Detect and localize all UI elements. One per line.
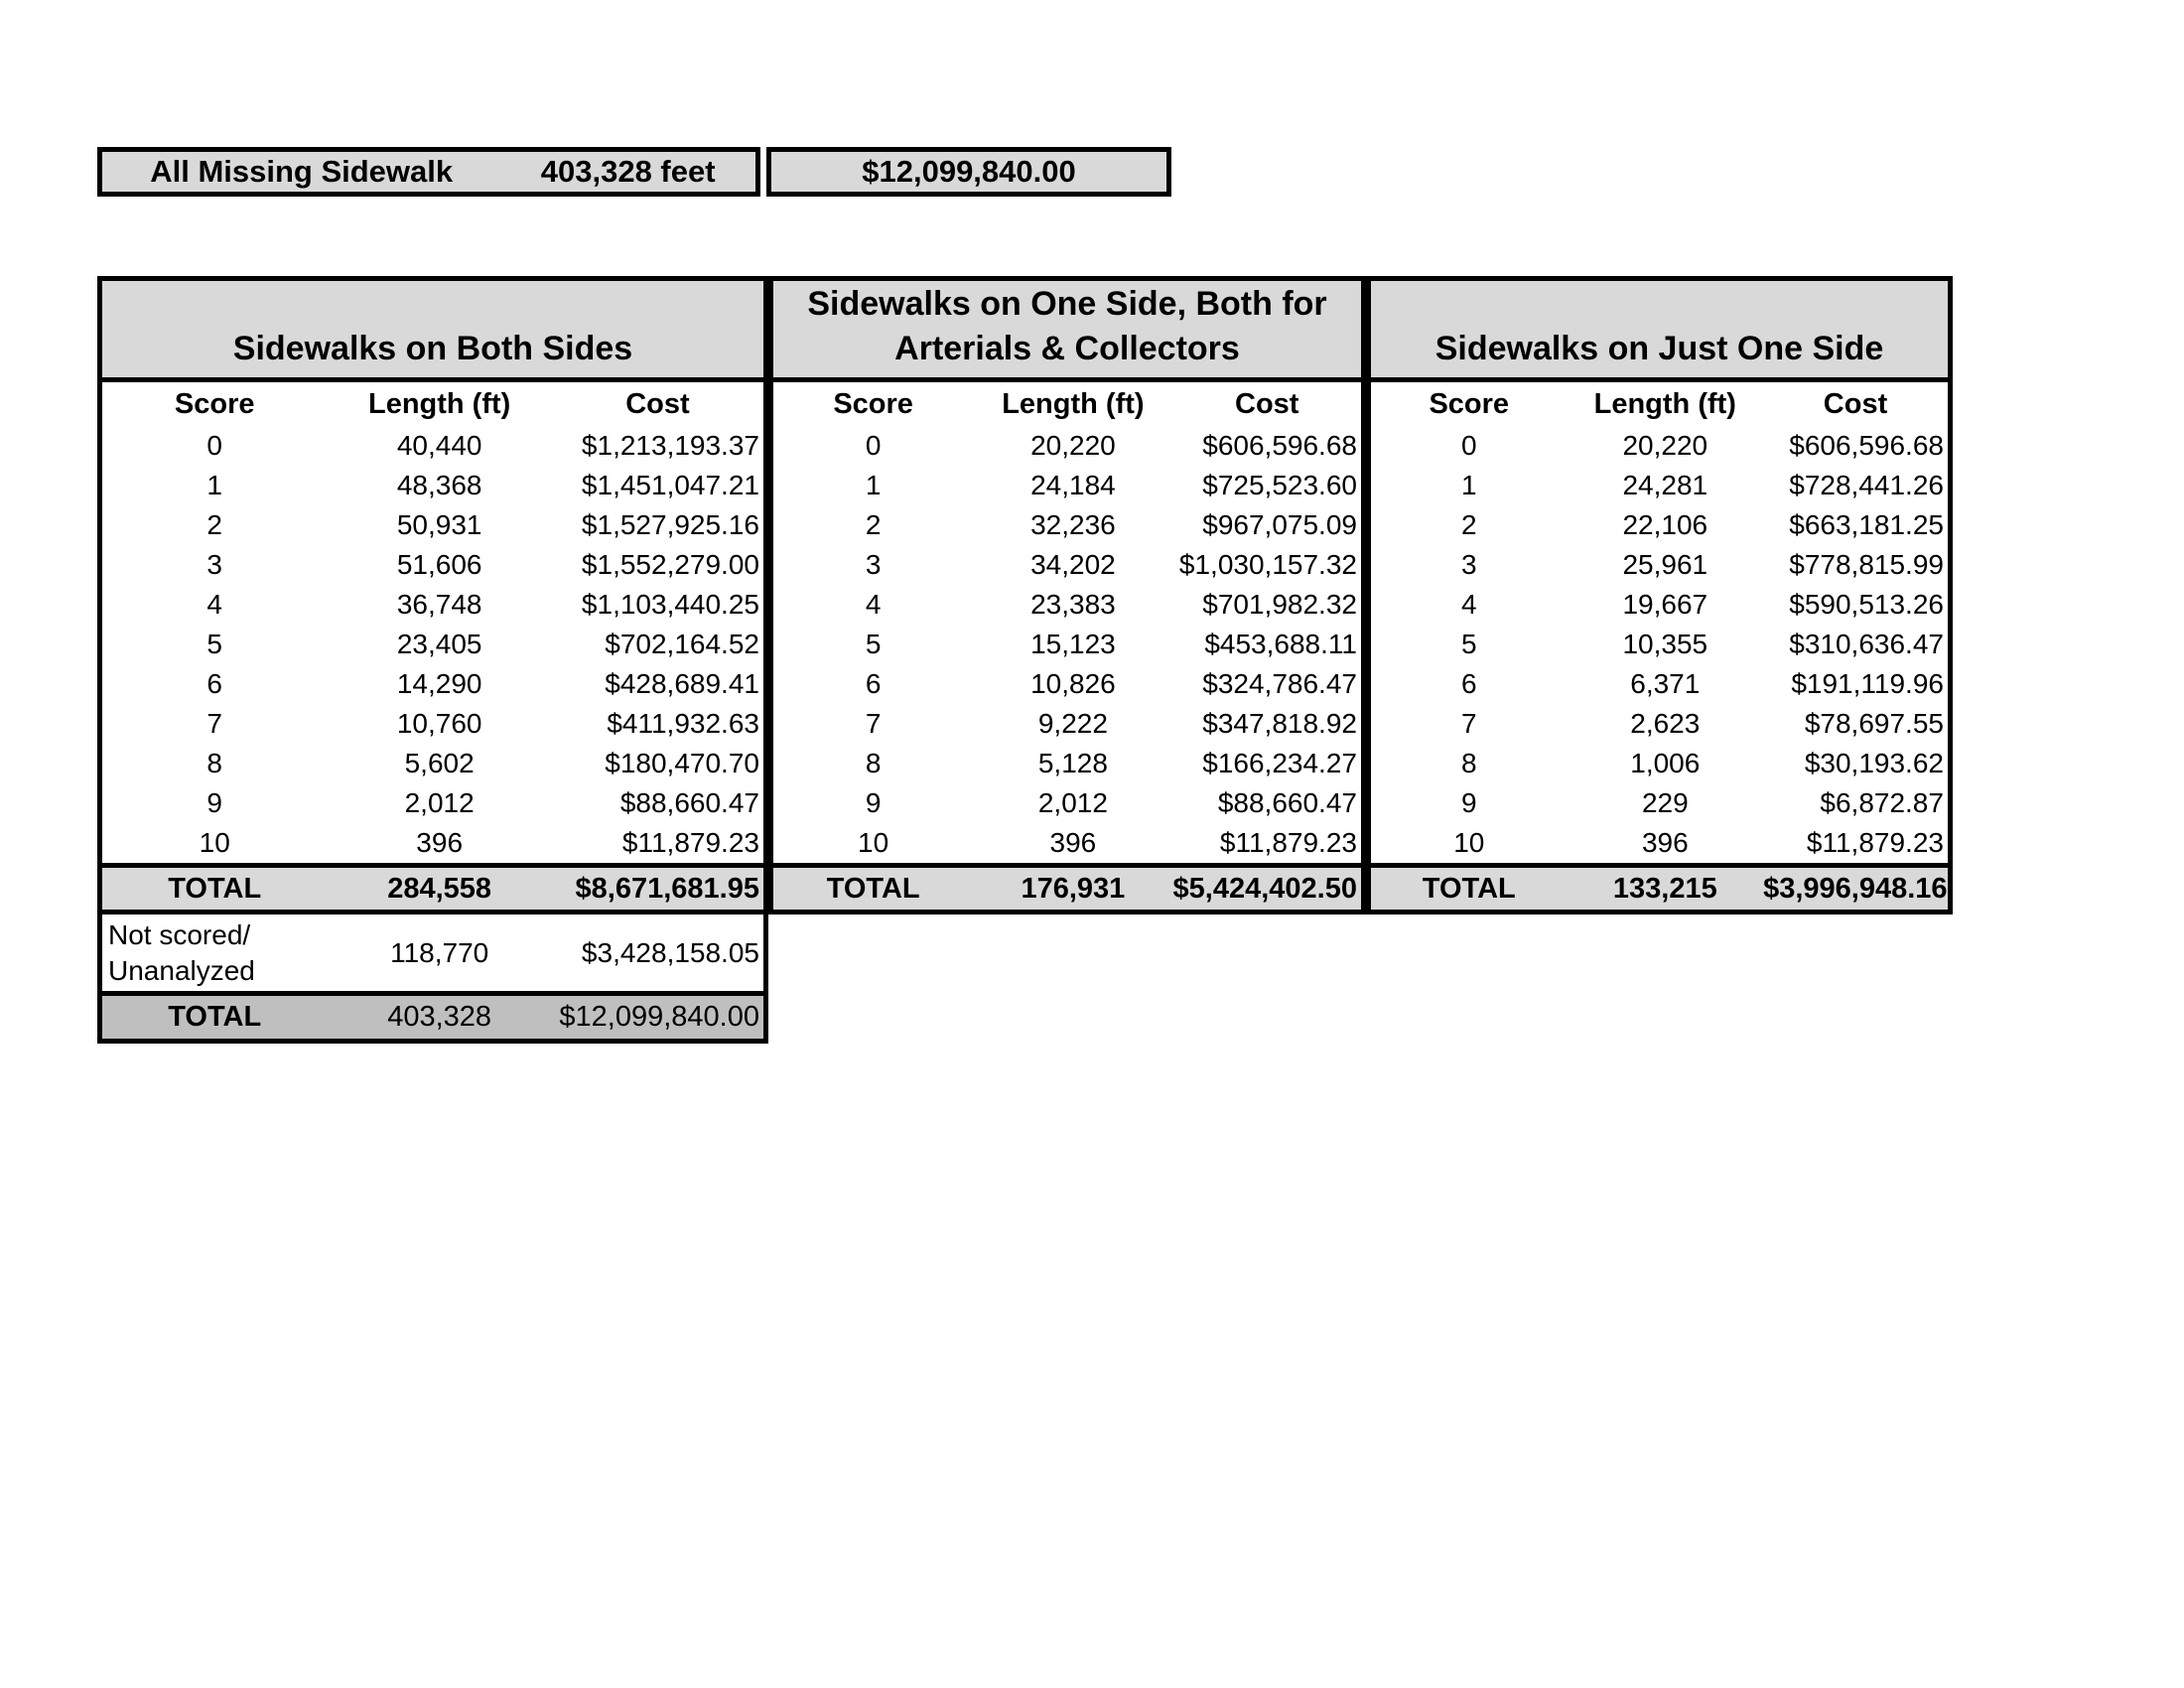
column-header-length: Length (ft) [1593,387,1736,420]
not-scored-cost: $3,428,158.05 [581,936,759,968]
cell-length: 51,606 [396,549,482,580]
table-title [102,281,763,382]
cell-length: 396 [1049,827,1097,858]
table-both-sides [97,276,768,1044]
cell-length: 5,602 [404,748,475,778]
cell-length: 229 [1641,787,1689,818]
cell-cost: $191,119.96 [1791,668,1944,699]
cell-length: 36,748 [396,589,482,620]
cell-score: 0 [865,430,882,461]
score-row [102,466,763,505]
cell-score: 4 [865,589,882,620]
cell-score: 6 [865,668,882,699]
score-rows [773,426,1361,863]
score-row [102,625,763,664]
cell-cost: $11,879.23 [1806,827,1944,858]
total-label: TOTAL [826,872,920,905]
cell-score: 10 [199,827,230,858]
cell-length: 2,012 [1037,787,1108,818]
score-row [102,505,763,545]
cell-score: 6 [206,668,222,699]
cell-length: 19,667 [1622,589,1708,620]
total-cost: $8,671,681.95 [575,872,759,905]
cell-score: 8 [206,748,222,778]
cell-length: 40,440 [396,430,482,461]
score-row [1371,505,1948,545]
cell-score: 0 [1460,430,1477,461]
cell-length: 20,220 [1030,430,1116,461]
score-row [1371,704,1948,744]
cell-cost: $411,932.63 [607,708,759,739]
cell-length: 10,826 [1030,668,1116,699]
summary-label: All Missing Sidewalk [150,154,454,189]
cell-length: 10,760 [396,708,482,739]
score-row [1371,823,1948,863]
cell-cost: $606,596.68 [1789,430,1944,461]
cell-length: 396 [416,827,464,858]
table-just-one-side [1366,276,1953,914]
score-row [773,505,1361,545]
table-one-side-arterials-collectors [768,276,1366,914]
summary-length: 403,328 feet [540,154,716,189]
score-row [102,545,763,585]
cell-score: 9 [865,787,882,818]
not-scored-label-line2: Unanalyzed [108,954,255,986]
table-title [1371,281,1948,382]
score-row [1371,783,1948,823]
score-row [1371,545,1948,585]
cell-length: 23,405 [396,629,482,659]
grand-total-row [102,991,763,1039]
cell-length: 396 [1641,827,1689,858]
score-row [102,823,763,863]
total-cost: $3,996,948.16 [1763,872,1948,905]
table-title-line: Arterials & Collectors [894,330,1240,367]
score-row [773,625,1361,664]
total-row [773,863,1361,910]
cell-score: 7 [1460,708,1477,739]
cell-score: 3 [865,549,882,580]
cell-length: 48,368 [396,470,482,500]
column-header-score: Score [833,387,913,420]
cell-cost: $11,879.23 [1219,827,1357,858]
cell-score: 1 [865,470,882,500]
not-scored-label [102,917,327,989]
cell-cost: $1,103,440.25 [581,589,759,620]
cell-cost: $78,697.55 [1804,708,1944,739]
table-title-line: Sidewalks on One Side, Both for [807,285,1327,323]
total-length: 133,215 [1612,872,1717,905]
cell-score: 3 [1460,549,1477,580]
summary-box-cost [766,147,1171,197]
column-header-cost: Cost [625,387,690,420]
cell-score: 10 [858,827,889,858]
grand-total-cost: $12,099,840.00 [559,1001,759,1033]
cell-score: 4 [1460,589,1477,620]
column-header-row [102,382,763,426]
score-row [773,585,1361,625]
cell-cost: $180,470.70 [605,748,759,778]
column-header-cost: Cost [1235,387,1299,420]
column-header-length: Length (ft) [1002,387,1145,420]
score-row [1371,744,1948,783]
cell-score: 6 [1460,668,1477,699]
cell-score: 10 [1453,827,1485,858]
score-row [102,664,763,704]
cell-length: 24,184 [1030,470,1116,500]
total-row [1371,863,1948,910]
total-cost: $5,424,402.50 [1172,872,1357,905]
cell-score: 2 [865,509,882,540]
score-rows [1371,426,1948,863]
total-label: TOTAL [1422,872,1516,905]
table-title-line: Sidewalks on Both Sides [232,330,633,367]
score-row [1371,664,1948,704]
column-header-row [1371,382,1948,426]
not-scored-row [102,910,763,991]
score-row [773,466,1361,505]
not-scored-length: 118,770 [390,936,489,968]
cell-cost: $1,213,193.37 [581,430,759,461]
column-header-score: Score [174,387,255,420]
column-header-length: Length (ft) [367,387,511,420]
summary-bar [97,147,1171,197]
score-row [102,744,763,783]
cell-score: 3 [206,549,222,580]
score-row [1371,466,1948,505]
cell-score: 5 [206,629,222,659]
cell-length: 24,281 [1622,470,1708,500]
score-row [773,426,1361,466]
score-row [773,783,1361,823]
cell-length: 1,006 [1630,748,1701,778]
cell-score: 1 [206,470,222,500]
cell-cost: $347,818.92 [1202,708,1357,739]
score-row [773,744,1361,783]
column-header-row [773,382,1361,426]
summary-box-missing-sidewalk [97,147,760,197]
grand-total-length: 403,328 [387,1001,492,1033]
cell-score: 2 [1460,509,1477,540]
column-header-cost: Cost [1823,387,1888,420]
cell-length: 9,222 [1037,708,1108,739]
cell-score: 8 [865,748,882,778]
cell-score: 5 [1460,629,1477,659]
cell-length: 10,355 [1622,629,1708,659]
cell-cost: $428,689.41 [605,668,759,699]
score-row [102,585,763,625]
cell-cost: $1,552,279.00 [581,549,759,580]
cell-score: 7 [206,708,222,739]
cell-cost: $88,660.47 [619,787,759,818]
cell-cost: $606,596.68 [1202,430,1357,461]
cell-cost: $324,786.47 [1202,668,1357,699]
score-row [1371,625,1948,664]
cell-cost: $1,527,925.16 [581,509,759,540]
score-row [1371,585,1948,625]
cell-cost: $88,660.47 [1217,787,1357,818]
cell-length: 5,128 [1037,748,1108,778]
tables-region [97,276,1953,1044]
cell-length: 32,236 [1030,509,1116,540]
score-row [773,545,1361,585]
cell-length: 25,961 [1622,549,1708,580]
score-row [773,704,1361,744]
cell-score: 9 [1460,787,1477,818]
cell-cost: $778,815.99 [1789,549,1944,580]
total-row [102,863,763,910]
cell-cost: $6,872.87 [1820,787,1944,818]
cell-score: 5 [865,629,882,659]
cell-cost: $453,688.11 [1204,629,1357,659]
score-row [102,783,763,823]
cell-cost: $967,075.09 [1202,509,1357,540]
cell-length: 15,123 [1030,629,1116,659]
cell-cost: $590,513.26 [1789,589,1944,620]
cell-cost: $725,523.60 [1202,470,1357,500]
cell-score: 9 [206,787,222,818]
cell-length: 2,012 [404,787,475,818]
table-title [773,281,1361,382]
score-row [773,664,1361,704]
cell-score: 2 [206,509,222,540]
cell-cost: $11,879.23 [621,827,759,858]
cell-length: 34,202 [1030,549,1116,580]
score-row [102,426,763,466]
cell-length: 22,106 [1622,509,1708,540]
cell-length: 20,220 [1622,430,1708,461]
cell-cost: $728,441.26 [1789,470,1944,500]
cell-cost: $702,164.52 [605,629,759,659]
cell-score: 1 [1460,470,1477,500]
cell-cost: $1,451,047.21 [581,470,759,500]
total-length: 284,558 [387,872,492,905]
grand-total-label: TOTAL [168,1001,262,1033]
score-row [102,704,763,744]
cell-cost: $310,636.47 [1789,629,1944,659]
score-rows [102,426,763,863]
cell-score: 7 [865,708,882,739]
cell-length: 6,371 [1630,668,1701,699]
score-row [1371,426,1948,466]
column-header-score: Score [1429,387,1510,420]
score-row [773,823,1361,863]
cell-score: 0 [206,430,222,461]
cell-cost: $1,030,157.32 [1178,549,1357,580]
cell-score: 4 [206,589,222,620]
cell-score: 8 [1460,748,1477,778]
cell-length: 23,383 [1030,589,1116,620]
summary-cost: $12,099,840.00 [862,154,1076,189]
cell-cost: $701,982.32 [1202,589,1357,620]
cell-length: 2,623 [1630,708,1701,739]
total-length: 176,931 [1021,872,1126,905]
cell-length: 50,931 [396,509,482,540]
cell-cost: $166,234.27 [1202,748,1357,778]
cell-length: 14,290 [396,668,482,699]
cell-cost: $663,181.25 [1789,509,1944,540]
cell-cost: $30,193.62 [1804,748,1944,778]
not-scored-label-line1: Not scored/ [108,918,251,950]
total-label: TOTAL [168,872,262,905]
table-title-line: Sidewalks on Just One Side [1434,330,1884,367]
